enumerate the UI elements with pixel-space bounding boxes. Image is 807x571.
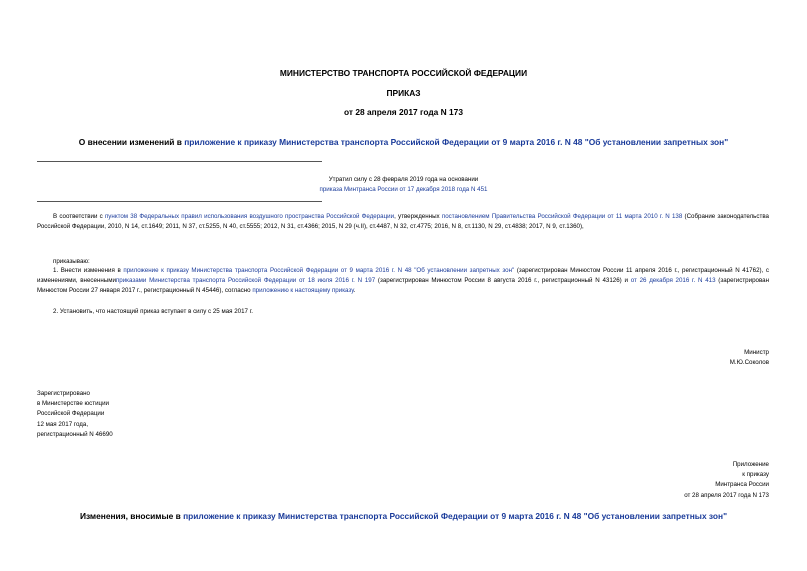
appendix-block bbox=[684, 460, 769, 501]
registration-line: регистрационный N 46690 bbox=[37, 430, 113, 438]
changes-title-prefix: Изменения, вносимые в bbox=[79, 511, 184, 521]
preamble-text-2: , утвержденных bbox=[394, 213, 442, 220]
preamble-text-1: В соответствии с bbox=[53, 213, 105, 220]
item1-text-4: (зарегистрирован Минюстом России 27 января 2017 г., регистрационный N 45446), согласно bbox=[37, 277, 770, 295]
appendix-line: от 28 апреля 2017 года N 173 bbox=[684, 491, 769, 499]
appendix-line: Приложение bbox=[732, 461, 769, 468]
order-word: приказываю: bbox=[53, 258, 90, 265]
item1-text-3: (зарегистрирован Минюстом России 8 августа 2016 г., регистрационный N 43126) и bbox=[375, 277, 631, 285]
registration-block bbox=[37, 389, 113, 440]
registration-line: в Министерстве юстиции bbox=[37, 400, 110, 408]
signature-name: М.Ю.Соколов bbox=[729, 359, 769, 367]
preamble-text-3: (Собрание законодательства Российской Федерации, 2010, N 14, ст.1649; 2011, N 37, ст.5255, N 40, ст.5555; 2012, N 31, ст.4366; 2015, N 29 (ч.II), ст.4487, N 32, ст.4775; 2016, N 8, ст.1130, N 29, ст.4838; 2017, N 9, ст.1360), bbox=[37, 213, 769, 231]
signature-role: Министр bbox=[744, 349, 769, 356]
document-type: ПРИКАЗ bbox=[386, 88, 421, 98]
appendix-line: Минтранса России bbox=[715, 481, 769, 489]
preamble-link-rules[interactable]: пунктом 38 Федеральных правил использования воздушного пространства Российской Федерации bbox=[104, 213, 395, 220]
changes-title bbox=[0, 511, 807, 521]
appendix-line: к приказу bbox=[742, 471, 769, 479]
item1-link-orders-197[interactable]: приказами Министерства транспорта Российской Федерации от 18 июля 2016 г. N 197 bbox=[115, 277, 376, 285]
preamble-paragraph bbox=[37, 212, 769, 232]
item1-link-this-appendix[interactable]: приложению к настоящему приказу bbox=[252, 287, 354, 295]
document-title bbox=[0, 137, 807, 147]
ministry-heading: МИНИСТЕРСТВО ТРАНСПОРТА РОССИЙСКОЙ ФЕДЕРАЦИИ bbox=[279, 68, 528, 78]
status-link[interactable]: приказа Минтранса России от 17 декабря 2018 года N 451 bbox=[319, 186, 488, 193]
preamble-link-resolution[interactable]: постановлением Правительства Российской Федерации от 11 марта 2010 г. N 138 bbox=[441, 213, 683, 220]
status-text: Утратил силу с 28 февраля 2019 года на основании bbox=[328, 176, 479, 183]
item1-text-2: (зарегистрирован Минюстом России 11 апреля 2016 г., регистрационный N 41762), с изменениями, внесенными bbox=[37, 267, 769, 285]
status-note bbox=[296, 175, 511, 195]
item1-text-5: . bbox=[353, 287, 356, 295]
document-date-number: от 28 апреля 2017 года N 173 bbox=[344, 107, 463, 117]
item1-link-order-413[interactable]: от 26 декабря 2016 г. N 413 bbox=[630, 277, 716, 285]
signature-block bbox=[730, 348, 769, 368]
registration-line: Российской Федерации bbox=[37, 410, 105, 418]
divider-top bbox=[37, 161, 322, 162]
item1-link-appendix[interactable]: приложение к приказу Министерства транспорта Российской Федерации от 9 марта 2016 г. N 48 "Об установлении запретных зон" bbox=[123, 267, 515, 274]
item-2-paragraph: 2. Установить, что настоящий приказ вступает в силу с 25 мая 2017 г. bbox=[53, 308, 253, 315]
item1-text-1: 1. Внести изменения в bbox=[53, 267, 124, 274]
changes-title-link[interactable]: приложение к приказу Министерства транспорта Российской Федерации от 9 марта 2016 г. N 48 "Об установлении запретных зон" bbox=[183, 511, 728, 521]
divider-bottom bbox=[37, 201, 322, 202]
item-1-paragraph bbox=[37, 266, 769, 297]
registration-line: Зарегистрировано bbox=[37, 390, 90, 397]
registration-line: 12 мая 2017 года, bbox=[37, 420, 89, 428]
title-link[interactable]: приложение к приказу Министерства транспорта Российской Федерации от 9 марта 2016 г. N 48 "Об установлении запретных зон" bbox=[184, 137, 729, 147]
title-prefix: О внесении изменений в bbox=[78, 137, 185, 147]
